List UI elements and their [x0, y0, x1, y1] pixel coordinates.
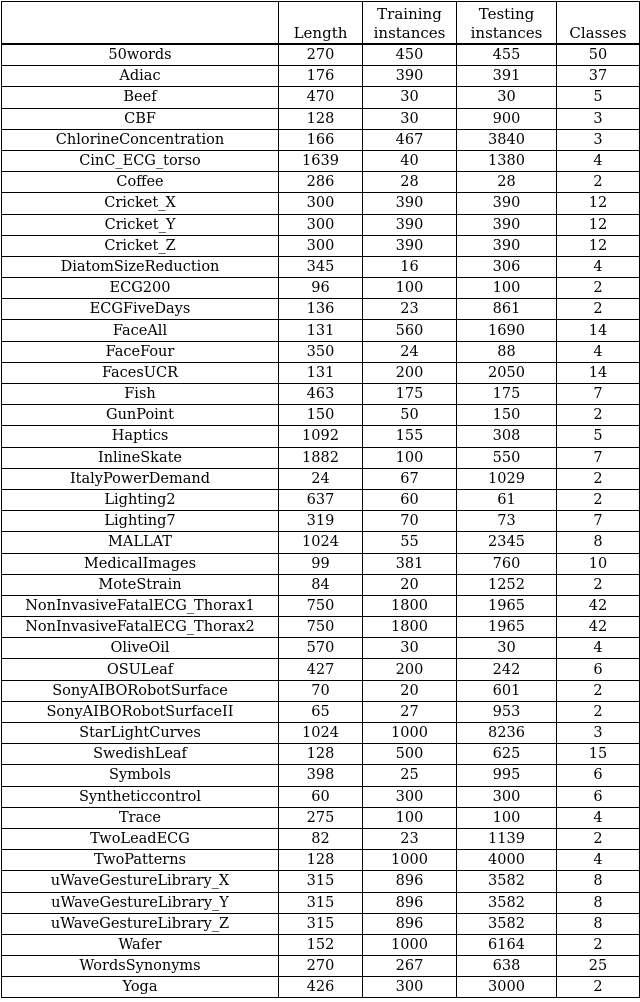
dataset-name-cell: FacesUCR	[2, 362, 279, 383]
length-cell: 60	[279, 786, 363, 807]
classes-cell: 3	[557, 723, 640, 744]
classes-cell: 12	[557, 235, 640, 256]
length-cell: 270	[279, 956, 363, 977]
dataset-name-cell: MoteStrain	[2, 574, 279, 595]
length-cell: 315	[279, 871, 363, 892]
table-row	[2, 744, 640, 765]
testing-instances-cell: 4000	[457, 850, 557, 871]
training-instances-cell: 20	[363, 574, 457, 595]
testing-instances-cell: 242	[457, 659, 557, 680]
length-cell: 1882	[279, 447, 363, 468]
training-instances-cell: 24	[363, 341, 457, 362]
length-cell: 750	[279, 617, 363, 638]
training-instances-cell: 100	[363, 278, 457, 299]
classes-cell: 42	[557, 617, 640, 638]
length-cell: 350	[279, 341, 363, 362]
dataset-name-cell: Beef	[2, 87, 279, 108]
header-testing-instances	[457, 2, 557, 45]
training-instances-cell: 55	[363, 532, 457, 553]
classes-cell: 12	[557, 193, 640, 214]
classes-cell: 2	[557, 680, 640, 701]
classes-cell: 2	[557, 299, 640, 320]
classes-cell: 2	[557, 934, 640, 955]
testing-instances-cell: 300	[457, 786, 557, 807]
table-row	[2, 426, 640, 447]
table-row	[2, 362, 640, 383]
classes-cell: 3	[557, 108, 640, 129]
testing-instances-cell: 308	[457, 426, 557, 447]
testing-instances-cell: 30	[457, 638, 557, 659]
testing-instances-cell: 601	[457, 680, 557, 701]
training-instances-cell: 23	[363, 299, 457, 320]
testing-instances-cell: 1252	[457, 574, 557, 595]
training-instances-cell: 1000	[363, 934, 457, 955]
classes-cell: 4	[557, 341, 640, 362]
dataset-name-cell: ECGFiveDays	[2, 299, 279, 320]
dataset-name-cell: uWaveGestureLibrary_Y	[2, 892, 279, 913]
dataset-name-cell: TwoPatterns	[2, 850, 279, 871]
testing-instances-cell: 100	[457, 807, 557, 828]
table-row	[2, 44, 640, 66]
length-cell: 345	[279, 256, 363, 277]
training-instances-cell: 16	[363, 256, 457, 277]
testing-instances-cell: 306	[457, 256, 557, 277]
table-row	[2, 150, 640, 171]
training-instances-cell: 200	[363, 659, 457, 680]
length-cell: 1092	[279, 426, 363, 447]
length-cell: 65	[279, 701, 363, 722]
training-instances-cell: 300	[363, 977, 457, 998]
dataset-name-cell: DiatomSizeReduction	[2, 256, 279, 277]
classes-cell: 4	[557, 850, 640, 871]
length-cell: 1024	[279, 723, 363, 744]
classes-cell: 10	[557, 553, 640, 574]
dataset-name-cell: CBF	[2, 108, 279, 129]
table-row	[2, 723, 640, 744]
classes-cell: 6	[557, 659, 640, 680]
classes-cell: 4	[557, 150, 640, 171]
length-cell: 319	[279, 511, 363, 532]
table-row	[2, 595, 640, 616]
testing-instances-cell: 995	[457, 765, 557, 786]
classes-cell: 37	[557, 66, 640, 87]
testing-instances-cell: 30	[457, 87, 557, 108]
training-instances-cell: 27	[363, 701, 457, 722]
dataset-name-cell: OliveOil	[2, 638, 279, 659]
length-cell: 750	[279, 595, 363, 616]
table-row	[2, 934, 640, 955]
training-instances-cell: 175	[363, 384, 457, 405]
classes-cell: 8	[557, 892, 640, 913]
training-instances-cell: 200	[363, 362, 457, 383]
length-cell: 470	[279, 87, 363, 108]
header-dataset-name	[2, 2, 279, 45]
length-cell: 136	[279, 299, 363, 320]
dataset-name-cell: SonyAIBORobotSurfaceII	[2, 701, 279, 722]
dataset-name-cell: StarLightCurves	[2, 723, 279, 744]
table-row	[2, 278, 640, 299]
testing-instances-cell: 100	[457, 278, 557, 299]
training-instances-cell: 25	[363, 765, 457, 786]
table-row	[2, 129, 640, 150]
training-instances-cell: 390	[363, 193, 457, 214]
table-row	[2, 892, 640, 913]
header-row	[2, 2, 640, 45]
training-instances-cell: 1800	[363, 617, 457, 638]
length-cell: 300	[279, 193, 363, 214]
dataset-name-cell: GunPoint	[2, 405, 279, 426]
dataset-name-cell: Coffee	[2, 172, 279, 193]
dataset-name-cell: NonInvasiveFatalECG_Thorax2	[2, 617, 279, 638]
table-row	[2, 511, 640, 532]
dataset-name-cell: FaceAll	[2, 320, 279, 341]
dataset-name-cell: Cricket_Y	[2, 214, 279, 235]
length-cell: 300	[279, 235, 363, 256]
classes-cell: 3	[557, 129, 640, 150]
training-instances-cell: 60	[363, 489, 457, 510]
dataset-name-cell: Cricket_Z	[2, 235, 279, 256]
length-cell: 275	[279, 807, 363, 828]
length-cell: 150	[279, 405, 363, 426]
classes-cell: 14	[557, 320, 640, 341]
classes-cell: 7	[557, 447, 640, 468]
table-body	[2, 44, 640, 998]
header-length: Length	[279, 2, 363, 45]
testing-instances-cell: 760	[457, 553, 557, 574]
testing-instances-cell: 3582	[457, 913, 557, 934]
dataset-name-cell: SonyAIBORobotSurface	[2, 680, 279, 701]
table-row	[2, 256, 640, 277]
classes-cell: 6	[557, 786, 640, 807]
testing-instances-cell: 391	[457, 66, 557, 87]
testing-instances-cell: 1029	[457, 468, 557, 489]
dataset-name-cell: OSULeaf	[2, 659, 279, 680]
length-cell: 463	[279, 384, 363, 405]
length-cell: 315	[279, 913, 363, 934]
table-row	[2, 489, 640, 510]
classes-cell: 7	[557, 384, 640, 405]
length-cell: 315	[279, 892, 363, 913]
dataset-name-cell: MedicalImages	[2, 553, 279, 574]
dataset-name-cell: Lighting2	[2, 489, 279, 510]
length-cell: 128	[279, 850, 363, 871]
classes-cell: 6	[557, 765, 640, 786]
length-cell: 398	[279, 765, 363, 786]
dataset-name-cell: uWaveGestureLibrary_X	[2, 871, 279, 892]
classes-cell: 12	[557, 214, 640, 235]
table-row	[2, 532, 640, 553]
testing-instances-cell: 861	[457, 299, 557, 320]
dataset-name-cell: Cricket_X	[2, 193, 279, 214]
length-cell: 300	[279, 214, 363, 235]
training-instances-cell: 1000	[363, 723, 457, 744]
dataset-name-cell: Trace	[2, 807, 279, 828]
table-row	[2, 108, 640, 129]
length-cell: 570	[279, 638, 363, 659]
length-cell: 131	[279, 320, 363, 341]
table-row	[2, 299, 640, 320]
classes-cell: 50	[557, 44, 640, 66]
length-cell: 176	[279, 66, 363, 87]
table-row	[2, 447, 640, 468]
testing-instances-cell: 61	[457, 489, 557, 510]
table-row	[2, 701, 640, 722]
table-row	[2, 617, 640, 638]
training-instances-cell: 390	[363, 214, 457, 235]
training-instances-cell: 30	[363, 87, 457, 108]
length-cell: 96	[279, 278, 363, 299]
training-instances-cell: 467	[363, 129, 457, 150]
testing-instances-cell: 73	[457, 511, 557, 532]
training-instances-cell: 28	[363, 172, 457, 193]
table-row	[2, 956, 640, 977]
table-row	[2, 765, 640, 786]
training-instances-cell: 1800	[363, 595, 457, 616]
table-row	[2, 977, 640, 998]
classes-cell: 8	[557, 871, 640, 892]
testing-instances-cell: 1965	[457, 617, 557, 638]
training-instances-cell: 20	[363, 680, 457, 701]
classes-cell: 2	[557, 172, 640, 193]
header-classes: Classes	[557, 2, 640, 45]
dataset-name-cell: FaceFour	[2, 341, 279, 362]
testing-instances-cell: 6164	[457, 934, 557, 955]
table-row	[2, 574, 640, 595]
dataset-table	[1, 1, 640, 998]
length-cell: 166	[279, 129, 363, 150]
classes-cell: 5	[557, 426, 640, 447]
classes-cell: 2	[557, 828, 640, 849]
header-training-instances-text: Training instances	[373, 5, 446, 42]
dataset-name-cell: CinC_ECG_torso	[2, 150, 279, 171]
table-row	[2, 468, 640, 489]
classes-cell: 14	[557, 362, 640, 383]
length-cell: 286	[279, 172, 363, 193]
table-row	[2, 384, 640, 405]
table-row	[2, 193, 640, 214]
dataset-name-cell: Syntheticcontrol	[2, 786, 279, 807]
dataset-name-cell: TwoLeadECG	[2, 828, 279, 849]
training-instances-cell: 390	[363, 235, 457, 256]
dataset-name-cell: Yoga	[2, 977, 279, 998]
testing-instances-cell: 3840	[457, 129, 557, 150]
classes-cell: 42	[557, 595, 640, 616]
training-instances-cell: 500	[363, 744, 457, 765]
classes-cell: 2	[557, 977, 640, 998]
header-training-instances	[363, 2, 457, 45]
testing-instances-cell: 390	[457, 235, 557, 256]
dataset-name-cell: uWaveGestureLibrary_Z	[2, 913, 279, 934]
table-row	[2, 172, 640, 193]
testing-instances-cell: 8236	[457, 723, 557, 744]
testing-instances-cell: 953	[457, 701, 557, 722]
length-cell: 70	[279, 680, 363, 701]
training-instances-cell: 100	[363, 807, 457, 828]
testing-instances-cell: 150	[457, 405, 557, 426]
table-row	[2, 871, 640, 892]
classes-cell: 8	[557, 913, 640, 934]
length-cell: 1639	[279, 150, 363, 171]
table-row	[2, 553, 640, 574]
table-row	[2, 341, 640, 362]
testing-instances-cell: 3000	[457, 977, 557, 998]
length-cell: 24	[279, 468, 363, 489]
table-row	[2, 659, 640, 680]
length-cell: 427	[279, 659, 363, 680]
length-cell: 99	[279, 553, 363, 574]
classes-cell: 5	[557, 87, 640, 108]
testing-instances-cell: 2345	[457, 532, 557, 553]
table-row	[2, 680, 640, 701]
classes-cell: 2	[557, 489, 640, 510]
length-cell: 82	[279, 828, 363, 849]
dataset-name-cell: ItalyPowerDemand	[2, 468, 279, 489]
testing-instances-cell: 900	[457, 108, 557, 129]
testing-instances-cell: 88	[457, 341, 557, 362]
classes-cell: 4	[557, 256, 640, 277]
table-row	[2, 828, 640, 849]
dataset-name-cell: Symbols	[2, 765, 279, 786]
training-instances-cell: 70	[363, 511, 457, 532]
training-instances-cell: 23	[363, 828, 457, 849]
table-row	[2, 913, 640, 934]
testing-instances-cell: 455	[457, 44, 557, 66]
testing-instances-cell: 2050	[457, 362, 557, 383]
classes-cell: 2	[557, 468, 640, 489]
classes-cell: 2	[557, 278, 640, 299]
training-instances-cell: 450	[363, 44, 457, 66]
training-instances-cell: 300	[363, 786, 457, 807]
classes-cell: 4	[557, 638, 640, 659]
table-row	[2, 214, 640, 235]
classes-cell: 8	[557, 532, 640, 553]
testing-instances-cell: 390	[457, 214, 557, 235]
testing-instances-cell: 390	[457, 193, 557, 214]
testing-instances-cell: 3582	[457, 892, 557, 913]
training-instances-cell: 1000	[363, 850, 457, 871]
testing-instances-cell: 3582	[457, 871, 557, 892]
length-cell: 131	[279, 362, 363, 383]
dataset-name-cell: Fish	[2, 384, 279, 405]
classes-cell: 4	[557, 807, 640, 828]
dataset-name-cell: SwedishLeaf	[2, 744, 279, 765]
length-cell: 128	[279, 744, 363, 765]
table-row	[2, 638, 640, 659]
testing-instances-cell: 1380	[457, 150, 557, 171]
classes-cell: 15	[557, 744, 640, 765]
testing-instances-cell: 1139	[457, 828, 557, 849]
table-row	[2, 850, 640, 871]
training-instances-cell: 40	[363, 150, 457, 171]
length-cell: 637	[279, 489, 363, 510]
length-cell: 128	[279, 108, 363, 129]
length-cell: 84	[279, 574, 363, 595]
dataset-name-cell: Lighting7	[2, 511, 279, 532]
dataset-name-cell: Haptics	[2, 426, 279, 447]
length-cell: 426	[279, 977, 363, 998]
training-instances-cell: 50	[363, 405, 457, 426]
table-row	[2, 405, 640, 426]
table-row	[2, 66, 640, 87]
testing-instances-cell: 638	[457, 956, 557, 977]
testing-instances-cell: 1690	[457, 320, 557, 341]
length-cell: 270	[279, 44, 363, 66]
training-instances-cell: 67	[363, 468, 457, 489]
table-row	[2, 786, 640, 807]
classes-cell: 7	[557, 511, 640, 532]
training-instances-cell: 267	[363, 956, 457, 977]
length-cell: 152	[279, 934, 363, 955]
training-instances-cell: 390	[363, 66, 457, 87]
dataset-name-cell: Wafer	[2, 934, 279, 955]
training-instances-cell: 381	[363, 553, 457, 574]
dataset-name-cell: Adiac	[2, 66, 279, 87]
training-instances-cell: 896	[363, 892, 457, 913]
dataset-name-cell: NonInvasiveFatalECG_Thorax1	[2, 595, 279, 616]
table-row	[2, 807, 640, 828]
testing-instances-cell: 175	[457, 384, 557, 405]
classes-cell: 2	[557, 574, 640, 595]
training-instances-cell: 155	[363, 426, 457, 447]
dataset-name-cell: ECG200	[2, 278, 279, 299]
dataset-name-cell: WordsSynonyms	[2, 956, 279, 977]
table-row	[2, 235, 640, 256]
table-header	[2, 2, 640, 45]
classes-cell: 2	[557, 701, 640, 722]
training-instances-cell: 100	[363, 447, 457, 468]
testing-instances-cell: 550	[457, 447, 557, 468]
training-instances-cell: 896	[363, 871, 457, 892]
dataset-name-cell: 50words	[2, 44, 279, 66]
dataset-name-cell: InlineSkate	[2, 447, 279, 468]
dataset-name-cell: ChlorineConcentration	[2, 129, 279, 150]
testing-instances-cell: 1965	[457, 595, 557, 616]
classes-cell: 25	[557, 956, 640, 977]
classes-cell: 2	[557, 405, 640, 426]
training-instances-cell: 30	[363, 108, 457, 129]
training-instances-cell: 560	[363, 320, 457, 341]
testing-instances-cell: 625	[457, 744, 557, 765]
training-instances-cell: 30	[363, 638, 457, 659]
table-row	[2, 87, 640, 108]
testing-instances-cell: 28	[457, 172, 557, 193]
header-testing-instances-text: Testing instances	[470, 5, 543, 42]
length-cell: 1024	[279, 532, 363, 553]
training-instances-cell: 896	[363, 913, 457, 934]
table-row	[2, 320, 640, 341]
dataset-name-cell: MALLAT	[2, 532, 279, 553]
